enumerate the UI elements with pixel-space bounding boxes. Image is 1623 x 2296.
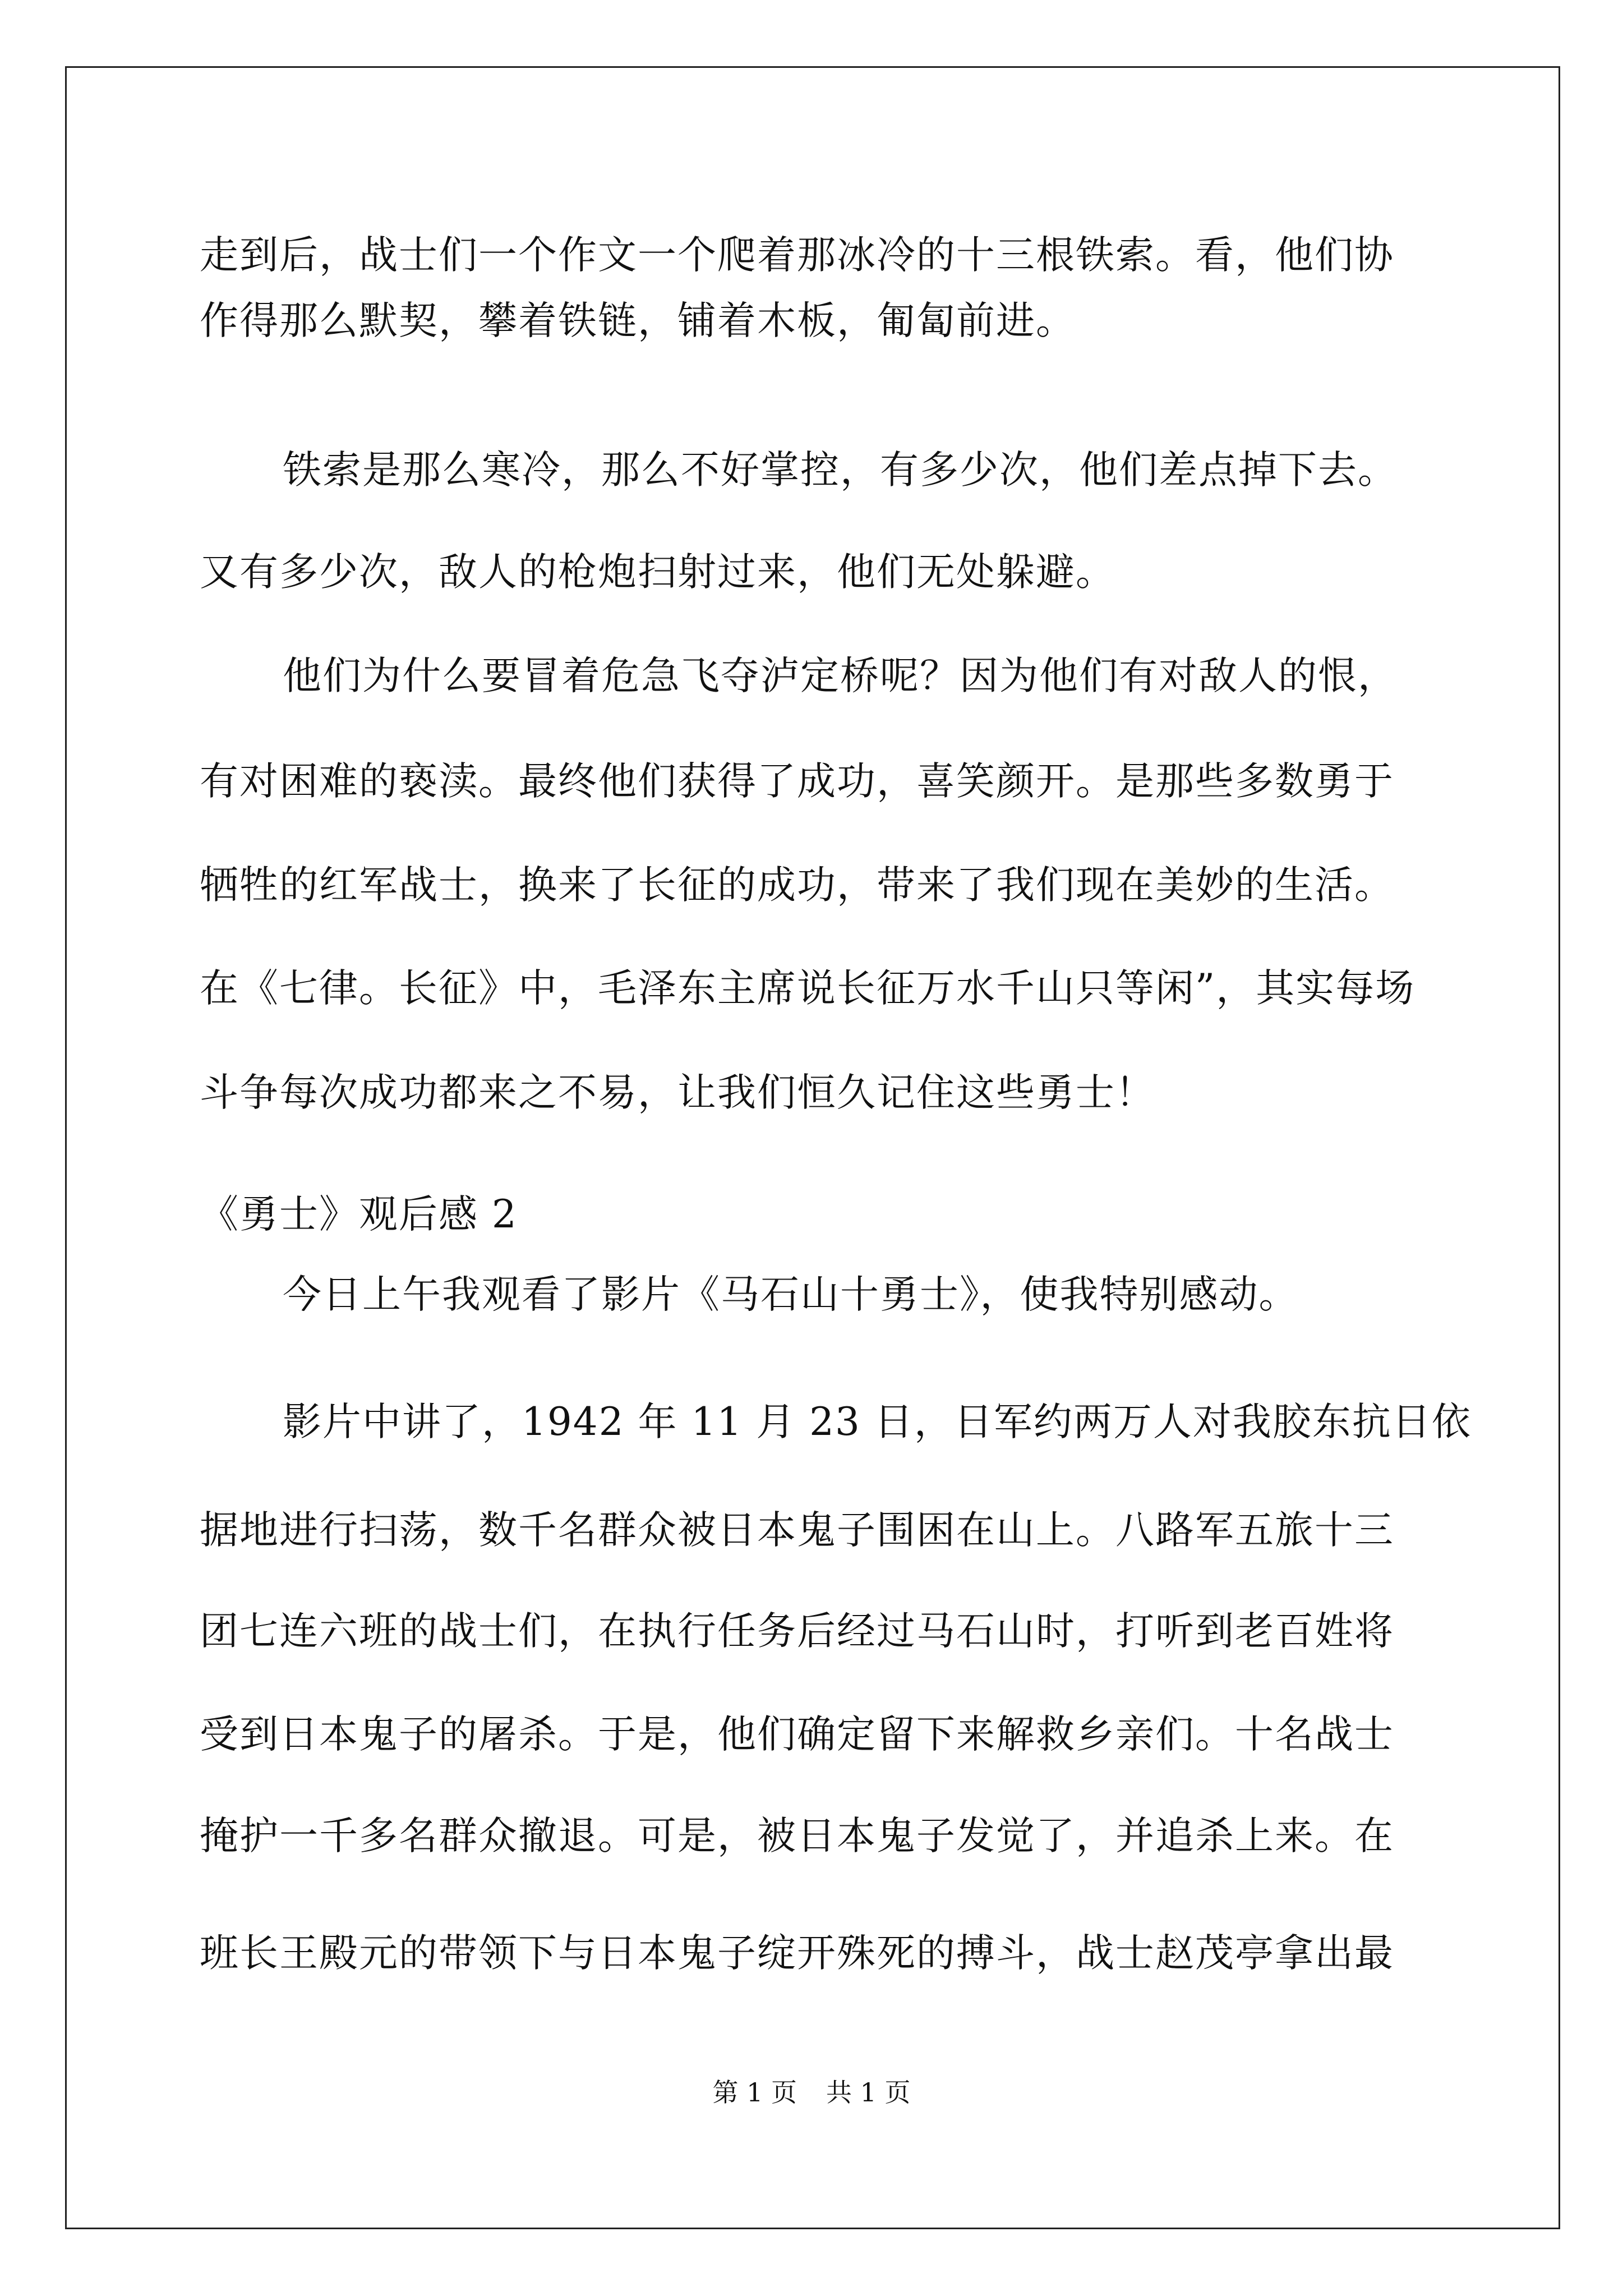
text-line: 今日上午我观看了影片《马石山十勇士》，使我特别感动。 (283, 1272, 1299, 1317)
text-line: 在《七律。长征》中，毛泽东主席说长征万水千山只等闲”，其实每场 (200, 966, 1415, 1011)
text-line: 班长王殿元的带领下与日本鬼子绽开殊死的搏斗，战士赵茂亭拿出最 (200, 1931, 1394, 1976)
text-line: 受到日本鬼子的屠杀。于是，他们确定留下来解救乡亲们。十名战士 (200, 1712, 1394, 1757)
text-line: 据地进行扫荡，数千名群众被日本鬼子围困在山上。八路军五旅十三 (200, 1508, 1394, 1553)
text-line: 掩护一千多名群众撤退。可是，被日本鬼子发觉了，并追杀上来。在 (200, 1814, 1394, 1858)
page-border (65, 66, 1560, 2229)
text-line: 牺牲的红军战士，换来了长征的成功，带来了我们现在美妙的生活。 (200, 863, 1394, 908)
text-line: 影片中讲了，1942 年 11 月 23 日，日军约两万人对我胶东抗日依 (283, 1400, 1472, 1444)
text-line: 团七连六班的战士们，在执行任务后经过马石山时，打听到老百姓将 (200, 1609, 1394, 1654)
text-line: 作得那么默契，攀着铁链，铺着木板，匍匐前进。 (200, 298, 1076, 343)
page-footer (0, 2076, 1623, 2109)
page-total: 共 1 页 (826, 2077, 911, 2108)
section-heading: 《勇士》观后感 2 (200, 1192, 518, 1237)
text-line: 斗争每次成功都来之不易，让我们恒久记住这些勇士！ (200, 1070, 1155, 1115)
text-line: 有对困难的亵渎。最终他们获得了成功，喜笑颜开。是那些多数勇于 (200, 759, 1394, 804)
text-line: 他们为什么要冒着危急飞夺泸定桥呢？因为他们有对敌人的恨， (283, 654, 1398, 698)
text-line: 又有多少次，敌人的枪炮扫射过来，他们无处躲避。 (200, 550, 1115, 595)
text-line: 走到后，战士们一个作文一个爬着那冰冷的十三根铁索。看，他们协 (200, 233, 1394, 278)
page-number: 第 1 页 (712, 2077, 797, 2108)
text-line: 铁索是那么寒冷，那么不好掌控，有多少次，他们差点掉下去。 (283, 448, 1398, 493)
